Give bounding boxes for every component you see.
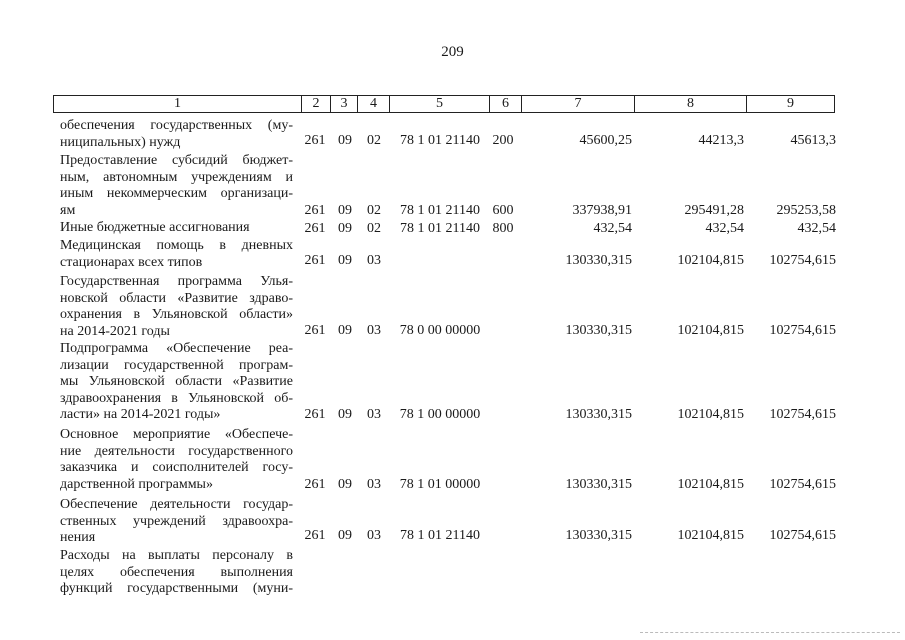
cell-col-2: 261 <box>304 253 326 268</box>
cell-col-4: 03 <box>367 528 381 543</box>
cell-col-7: 432,54 <box>593 221 632 236</box>
cell-col-9: 102754,615 <box>769 407 836 422</box>
description-line: Государственная программа Улья- <box>60 274 293 289</box>
description-line: обеспечения государственных (му- <box>60 118 293 133</box>
cell-col-3: 09 <box>338 133 352 148</box>
description-line: ям <box>60 202 76 218</box>
cell-col-4: 02 <box>367 221 381 236</box>
row-values <box>0 406 905 423</box>
cell-col-5: 78 1 00 00000 <box>399 407 481 422</box>
cell-col-4: 03 <box>367 323 381 338</box>
cell-col-3: 09 <box>338 323 352 338</box>
description-line: Иные бюджетные ассигнования <box>60 220 250 235</box>
cell-col-9: 102754,615 <box>769 477 836 492</box>
cell-col-3: 09 <box>338 528 352 543</box>
header-col-1: 1 <box>174 96 181 111</box>
cell-col-5: 78 1 01 21140 <box>400 203 480 218</box>
cell-col-4: 02 <box>367 203 381 218</box>
header-col-5: 5 <box>389 96 489 112</box>
description-line: дарственной программы» <box>60 476 213 492</box>
cell-col-2: 261 <box>304 203 326 218</box>
cell-col-3: 09 <box>338 203 352 218</box>
description-line: функций государственными (муни- <box>60 581 293 596</box>
description-line: Основное мероприятие «Обеспече- <box>60 427 293 442</box>
description-line: новской области «Развитие здраво- <box>60 290 293 306</box>
cell-col-3: 09 <box>338 221 352 236</box>
row-values <box>0 202 905 219</box>
cell-col-6: 800 <box>492 221 514 236</box>
cell-col-9: 45613,3 <box>790 133 836 148</box>
cell-col-8: 432,54 <box>705 221 744 236</box>
header-col-4: 4 <box>357 96 389 112</box>
cell-col-8: 44213,3 <box>698 133 744 148</box>
description-line: Медицинская помощь в дневных <box>60 238 293 253</box>
description-line: охранения в Ульяновской области» <box>60 307 293 322</box>
description-line: ние деятельности государственного <box>60 443 293 459</box>
cell-col-7: 130330,315 <box>565 477 632 492</box>
cell-col-5: 78 1 01 21140 <box>400 528 480 543</box>
row-values <box>0 527 905 544</box>
row-values <box>0 322 905 339</box>
cell-col-7: 130330,315 <box>565 407 632 422</box>
cell-col-6: 600 <box>492 203 514 218</box>
cell-col-8: 295491,28 <box>684 203 744 218</box>
cell-col-2: 261 <box>304 528 326 543</box>
cell-col-7: 130330,315 <box>565 528 632 543</box>
cell-col-5: 78 1 01 21140 <box>400 133 480 148</box>
cell-col-8: 102104,815 <box>677 253 744 268</box>
cell-col-2: 261 <box>304 477 326 492</box>
row-values <box>0 220 905 237</box>
table-header-row <box>53 95 835 113</box>
cell-col-3: 09 <box>338 477 352 492</box>
description-line: на 2014-2021 годы <box>60 323 170 339</box>
row-description <box>60 548 293 598</box>
cell-col-5: 78 0 00 00000 <box>399 323 481 338</box>
cell-col-2: 261 <box>304 407 326 422</box>
description-line: ниципальных) нужд <box>60 134 181 150</box>
description-line: здравоохранения в Ульяновской об- <box>60 390 293 406</box>
description-line: заказчика и соисполнителей госу- <box>60 460 293 475</box>
header-col-9: 9 <box>746 96 834 112</box>
description-line: нения <box>60 530 96 545</box>
cell-col-5: 78 1 01 00000 <box>399 477 481 492</box>
description-line: Подпрограмма «Обеспечение реа- <box>60 341 293 356</box>
description-line: стационарах всех типов <box>60 254 203 270</box>
description-line: Обеспечение деятельности государ- <box>60 497 293 512</box>
description-line: целях обеспечения выполнения <box>60 564 293 580</box>
cell-col-9: 295253,58 <box>776 203 836 218</box>
description-line: ласти» на 2014-2021 годы» <box>60 407 221 422</box>
description-line: ственных учреждений здравоохра- <box>60 513 293 529</box>
header-col-6: 6 <box>489 96 521 112</box>
cell-col-2: 261 <box>304 133 326 148</box>
cell-col-4: 03 <box>367 477 381 492</box>
header-col-7: 7 <box>521 96 634 112</box>
cell-col-8: 102104,815 <box>677 477 744 492</box>
description-line: Предоставление субсидий бюджет- <box>60 153 293 168</box>
description-line: иным некоммерческим организаци- <box>60 186 293 201</box>
row-values <box>0 476 905 493</box>
cell-col-3: 09 <box>338 407 352 422</box>
cell-col-8: 102104,815 <box>677 528 744 543</box>
cell-col-7: 45600,25 <box>579 133 632 148</box>
cell-col-2: 261 <box>304 221 326 236</box>
header-col-3: 3 <box>330 96 357 112</box>
cell-col-6: 200 <box>492 133 514 148</box>
row-values <box>0 252 905 269</box>
cell-col-3: 09 <box>338 253 352 268</box>
description-line: ным, автономным учреждениям и <box>60 169 293 185</box>
cell-col-8: 102104,815 <box>677 407 744 422</box>
row-values <box>0 132 905 149</box>
cell-col-9: 102754,615 <box>769 253 836 268</box>
cell-col-9: 102754,615 <box>769 323 836 338</box>
cell-col-2: 261 <box>304 323 326 338</box>
cell-col-8: 102104,815 <box>677 323 744 338</box>
page-number: 209 <box>441 44 464 60</box>
header-col-8: 8 <box>634 96 746 112</box>
cell-col-9: 432,54 <box>797 221 836 236</box>
cell-col-7: 337938,91 <box>572 203 632 218</box>
scan-artifact-line <box>640 632 900 635</box>
header-col-2: 2 <box>301 96 330 112</box>
description-line: лизации государственной програм- <box>60 357 293 373</box>
cell-col-7: 130330,315 <box>565 253 632 268</box>
cell-col-9: 102754,615 <box>769 528 836 543</box>
cell-col-4: 03 <box>367 407 381 422</box>
cell-col-4: 02 <box>367 133 381 148</box>
description-line: Расходы на выплаты персоналу в <box>60 548 293 563</box>
description-line: мы Ульяновской области «Развитие <box>60 374 293 389</box>
cell-col-7: 130330,315 <box>565 323 632 338</box>
cell-col-4: 03 <box>367 253 381 268</box>
cell-col-5: 78 1 01 21140 <box>400 221 480 236</box>
